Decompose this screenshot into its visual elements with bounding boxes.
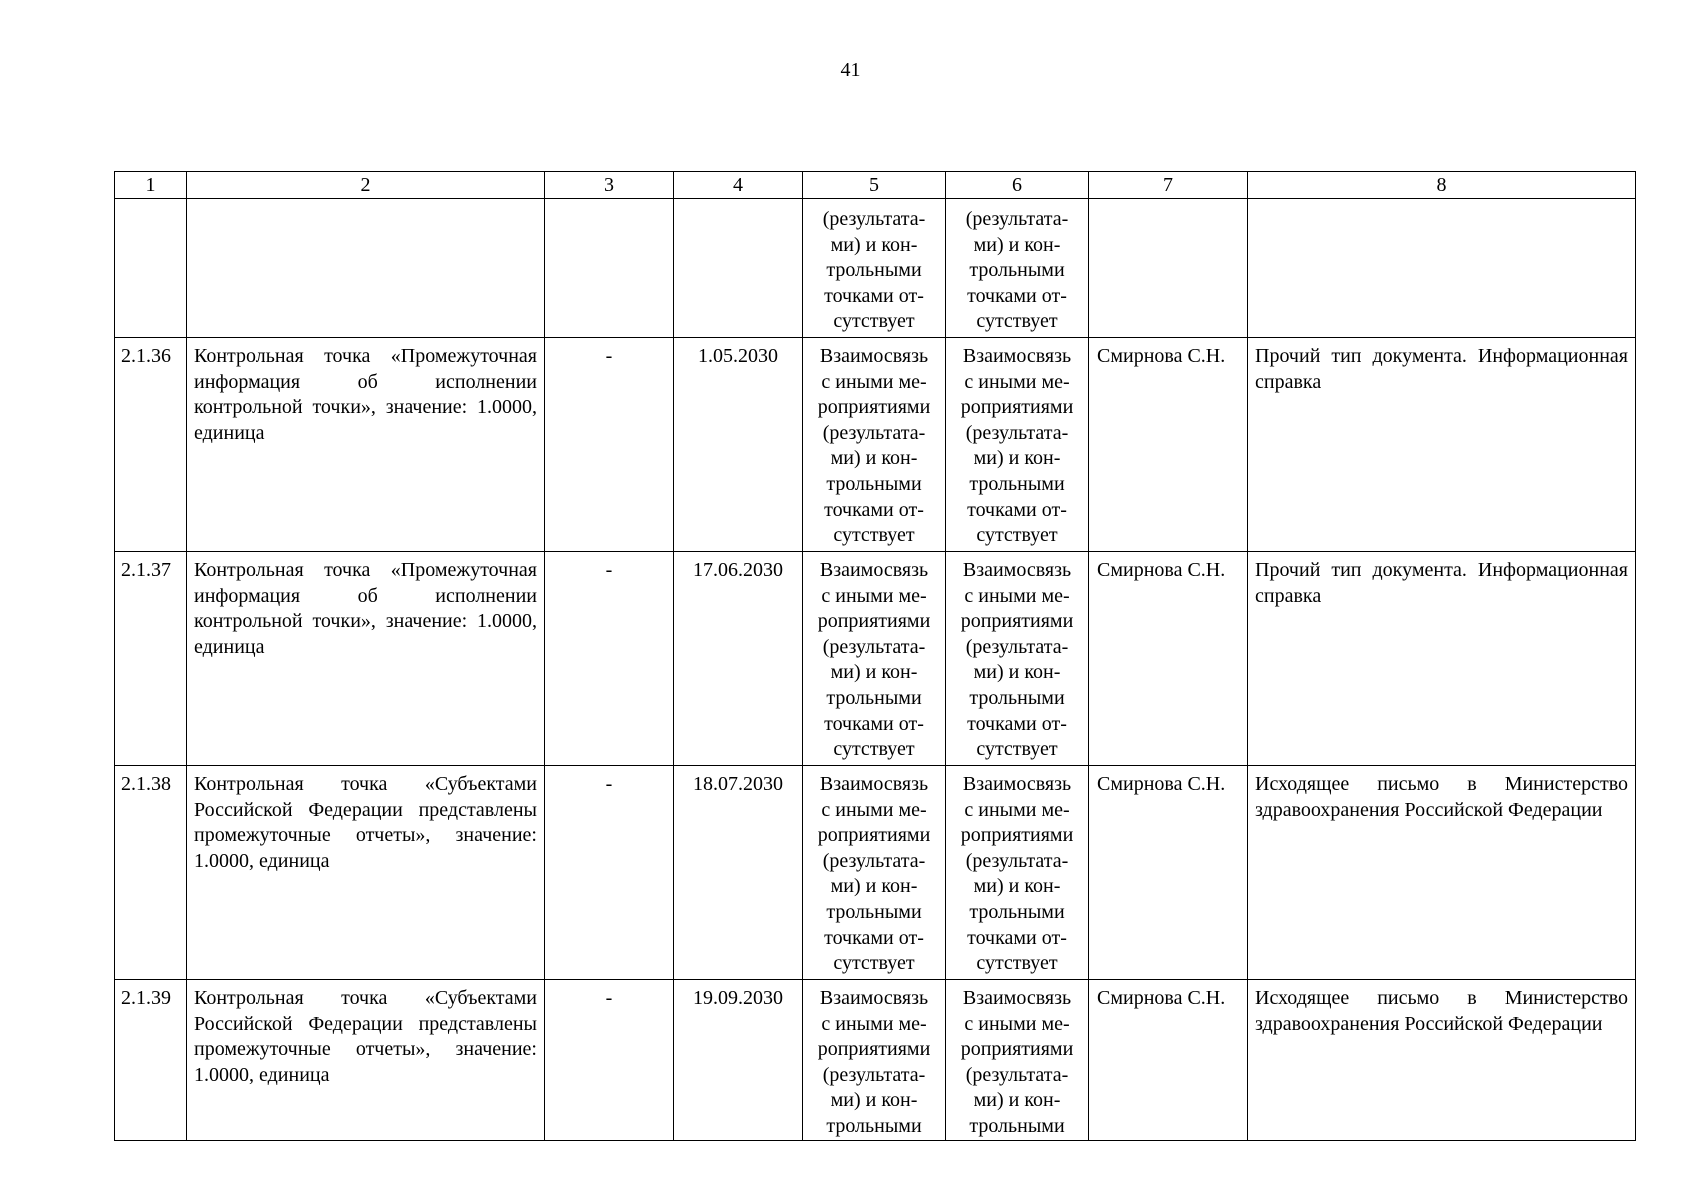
table-row (115, 980, 1636, 1141)
continuation-row (115, 199, 1636, 338)
header-cell-2: 2 (187, 172, 545, 199)
cell-empty (187, 199, 545, 338)
cell-relation: Взаимосвязь с иными ме- роприятиями (результата- ми) и кон- трольными точками от- сутствует (803, 766, 946, 980)
cell-relation: Взаимосвязь с иными ме- роприятиями (результата- ми) и кон- трольными точками от- сутствует (946, 338, 1089, 552)
cell-col3: - (545, 980, 674, 1141)
cell-responsible: Смирнова С.Н. (1089, 338, 1248, 552)
header-cell-7: 7 (1089, 172, 1248, 199)
header-cell-1: 1 (115, 172, 187, 199)
control-points-table (114, 171, 1636, 1141)
cell-responsible: Смирнова С.Н. (1089, 552, 1248, 766)
cell-document: Прочий тип документа. Информационная справка (1248, 552, 1636, 766)
header-cell-4: 4 (674, 172, 803, 199)
cell-name: Контрольная точка «Субъектами Российской Федерации представлены промежуточные отчеты», значение: 1.0000, единица (187, 766, 545, 980)
cell-relation: Взаимосвязь с иными ме- роприятиями (результата- ми) и кон- трольными точками от- сутствует (946, 766, 1089, 980)
cell-empty (545, 199, 674, 338)
cell-empty (674, 199, 803, 338)
table-row (115, 338, 1636, 552)
cell-document: Прочий тип документа. Информационная справка (1248, 338, 1636, 552)
cell-relation: Взаимосвязь с иными ме- роприятиями (результата- ми) и кон- трольными (803, 980, 946, 1141)
table-row (115, 766, 1636, 980)
cell-relation: Взаимосвязь с иными ме- роприятиями (результата- ми) и кон- трольными (946, 980, 1089, 1141)
cell-number: 2.1.36 (115, 338, 187, 552)
cell-number: 2.1.38 (115, 766, 187, 980)
cell-relation: Взаимосвязь с иными ме- роприятиями (результата- ми) и кон- трольными точками от- сутствует (946, 552, 1089, 766)
table-row (115, 552, 1636, 766)
cell-date: 1.05.2030 (674, 338, 803, 552)
cell-document: Исходящее письмо в Министерство здравоохранения Российской Федерации (1248, 766, 1636, 980)
cell-empty (1248, 199, 1636, 338)
cell-empty (1089, 199, 1248, 338)
cell-name: Контрольная точка «Промежуточная информация об исполнении контрольной точки», значение: 1.0000, единица (187, 338, 545, 552)
header-cell-6: 6 (946, 172, 1089, 199)
cell-document: Исходящее письмо в Министерство здравоохранения Российской Федерации (1248, 980, 1636, 1141)
header-row (115, 172, 1636, 199)
cell-col3: - (545, 552, 674, 766)
cell-date: 17.06.2030 (674, 552, 803, 766)
cell-relation: Взаимосвязь с иными ме- роприятиями (результата- ми) и кон- трольными точками от- сутствует (803, 552, 946, 766)
cell-relation: Взаимосвязь с иными ме- роприятиями (результата- ми) и кон- трольными точками от- сутствует (803, 338, 946, 552)
header-cell-8: 8 (1248, 172, 1636, 199)
page-number: 41 (840, 59, 861, 81)
cell-col3: - (545, 766, 674, 980)
cell-responsible: Смирнова С.Н. (1089, 766, 1248, 980)
header-cell-3: 3 (545, 172, 674, 199)
cell-responsible: Смирнова С.Н. (1089, 980, 1248, 1141)
cell-date: 19.09.2030 (674, 980, 803, 1141)
cell-date: 18.07.2030 (674, 766, 803, 980)
cell-relation: (результата- ми) и кон- трольными точками от- сутствует (946, 199, 1089, 338)
header-cell-5: 5 (803, 172, 946, 199)
cell-empty (115, 199, 187, 338)
cell-col3: - (545, 338, 674, 552)
cell-name: Контрольная точка «Субъектами Российской Федерации представлены промежуточные отчеты», значение: 1.0000, единица (187, 980, 545, 1141)
cell-name: Контрольная точка «Промежуточная информация об исполнении контрольной точки», значение: 1.0000, единица (187, 552, 545, 766)
cell-number: 2.1.39 (115, 980, 187, 1141)
cell-relation: (результата- ми) и кон- трольными точками от- сутствует (803, 199, 946, 338)
cell-number: 2.1.37 (115, 552, 187, 766)
